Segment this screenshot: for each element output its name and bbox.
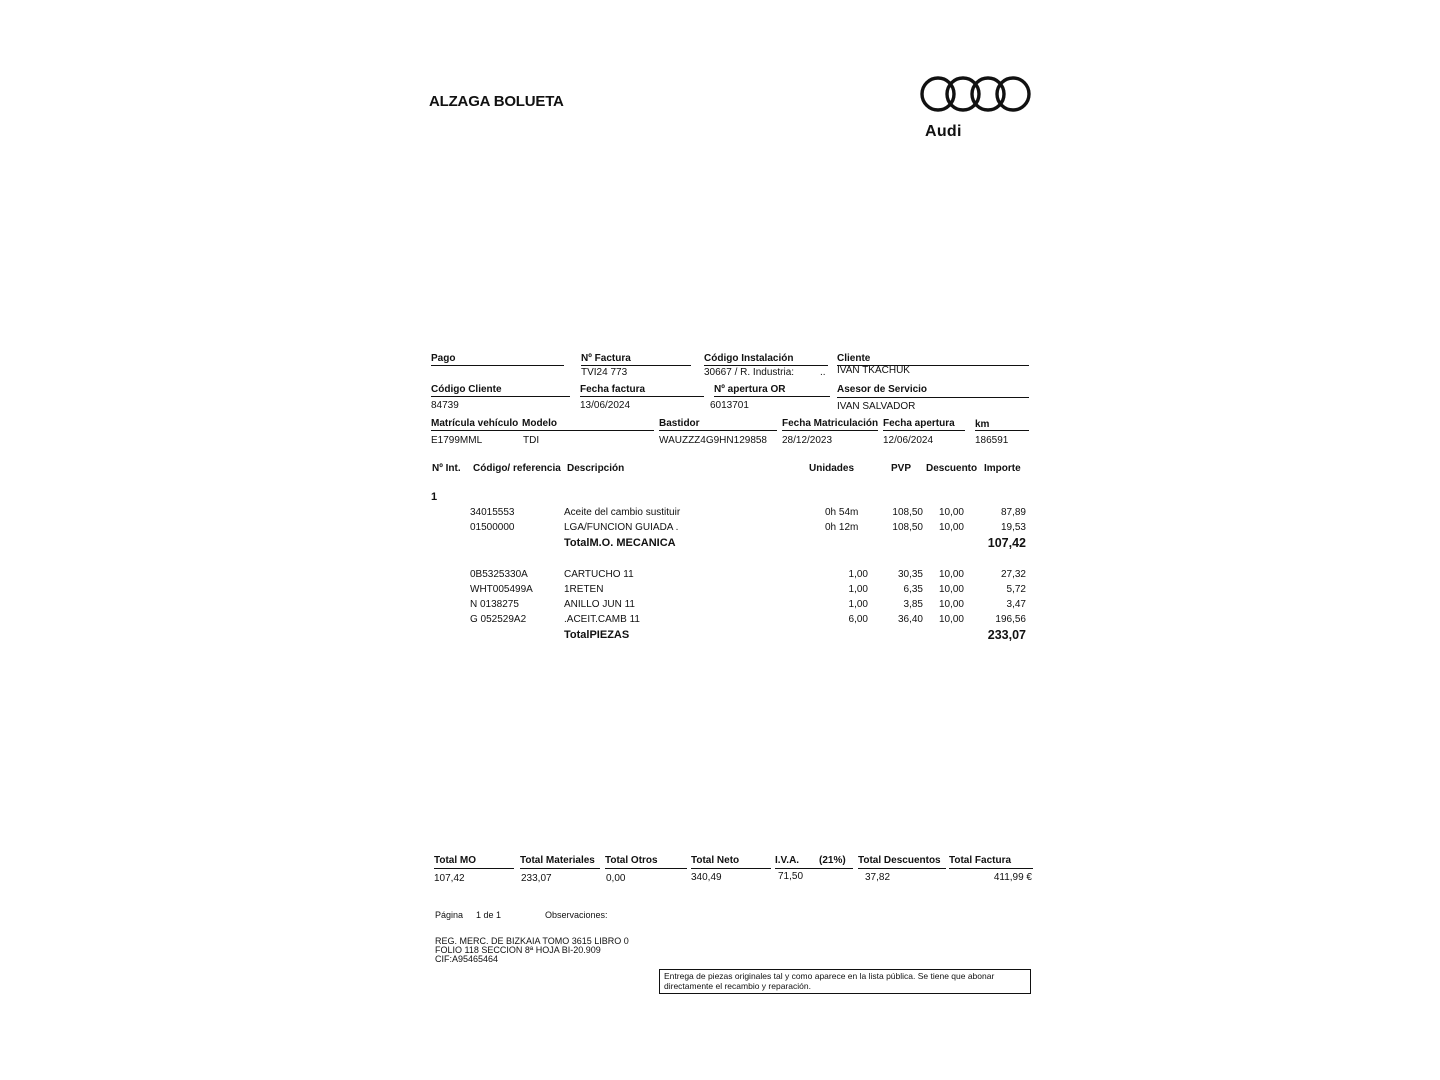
row-pvp: 108,50 <box>892 507 923 518</box>
total-factura-label: Total Factura <box>949 855 1012 866</box>
cliente-value: IVAN TKACHUK <box>837 365 910 376</box>
row-amount: 3,47 <box>1006 599 1026 610</box>
fecha-factura-label: Fecha factura <box>580 384 646 395</box>
notice-box: Entrega de piezas originales tal y como aparece en la lista pública. Se tiene que abonar directamente el recambio y reparación. <box>659 969 1031 994</box>
pagina-label: Página <box>435 910 464 920</box>
km-underline <box>975 430 1029 431</box>
row-amount: 19,53 <box>1000 522 1026 533</box>
registry-line-1: REG. MERC. DE BIZKAIA TOMO 3615 LIBRO 0 <box>435 936 629 946</box>
fecha-factura-underline <box>580 396 704 397</box>
iva-rate: (21%) <box>819 855 846 866</box>
col-unidades: Unidades <box>809 463 855 474</box>
labor-total-label: TotalM.O. MECANICA <box>564 537 676 549</box>
total-descuentos-value: 37,82 <box>865 872 891 883</box>
total-factura-value: 411,99 € <box>993 872 1032 883</box>
row-ref: WHT005499A <box>470 584 533 595</box>
row-ref: 01500000 <box>470 522 515 533</box>
row-desc: CARTUCHO 11 <box>564 569 634 580</box>
total-otros-underline <box>605 868 687 869</box>
total-descuentos-label: Total Descuentos <box>858 855 941 866</box>
row-pvp: 108,50 <box>892 522 923 533</box>
row-amount: 27,32 <box>1000 569 1026 580</box>
codigo-cliente-value: 84739 <box>431 400 459 411</box>
iva-underline <box>775 868 853 869</box>
fecha-apertura-label: Fecha apertura <box>883 418 955 429</box>
instalacion-extra: .. <box>820 367 826 378</box>
total-neto-value: 340,49 <box>691 872 722 883</box>
company-name: ALZAGA BOLUETA <box>429 93 564 110</box>
apertura-or-underline <box>714 396 830 397</box>
col-importe: Importe <box>984 463 1021 474</box>
fecha-factura-value: 13/06/2024 <box>580 400 631 411</box>
row-amount: 5,72 <box>1006 584 1026 595</box>
row-discount: 10,00 <box>938 584 964 595</box>
registry-line-3: CIF:A95465464 <box>435 954 499 964</box>
row-ref: G 052529A2 <box>470 614 527 625</box>
row-discount: 10,00 <box>938 614 964 625</box>
fecha-matric-underline <box>782 430 878 431</box>
row-amount: 196,56 <box>995 614 1026 625</box>
parts-total-label: TotalPIEZAS <box>564 629 630 641</box>
total-mo-value: 107,42 <box>434 873 465 884</box>
parts-total-value: 233,07 <box>987 628 1026 642</box>
instalacion-value: 30667 / R. Industria: <box>704 367 795 378</box>
matricula-modelo-underline <box>431 430 654 431</box>
codigo-cliente-underline <box>431 396 570 397</box>
iva-value: 71,50 <box>778 871 804 882</box>
brand-name: Audi <box>925 123 962 140</box>
asesor-label: Asesor de Servicio <box>837 384 928 395</box>
apertura-or-value: 6013701 <box>710 400 749 411</box>
pago-underline <box>431 365 564 366</box>
modelo-label: Modelo <box>522 418 557 429</box>
fecha-matric-value: 28/12/2023 <box>782 435 833 446</box>
col-descuento: Descuento <box>926 463 978 474</box>
registry-line-2: FOLIO 118 SECCION 8ª HOJA BI-20.909 <box>435 945 601 955</box>
total-otros-value: 0,00 <box>606 873 626 884</box>
row-discount: 10,00 <box>938 569 964 580</box>
total-otros-label: Total Otros <box>605 855 658 866</box>
fecha-apertura-value: 12/06/2024 <box>883 435 934 446</box>
instalacion-underline <box>704 365 828 366</box>
total-materiales-value: 233,07 <box>521 873 552 884</box>
matricula-value: E1799MML <box>431 435 483 446</box>
matricula-label: Matrícula vehículo <box>431 418 519 429</box>
labor-total-value: 107,42 <box>987 536 1026 550</box>
total-neto-underline <box>691 868 771 869</box>
row-pvp: 30,35 <box>897 569 923 580</box>
row-units: 1,00 <box>848 599 868 610</box>
codigo-cliente-label: Código Cliente <box>431 384 502 395</box>
row-desc: LGA/FUNCION GUIADA . <box>564 522 679 533</box>
row-ref: N 0138275 <box>470 599 519 610</box>
row-units: 1,00 <box>848 584 868 595</box>
row-units: 6,00 <box>848 614 868 625</box>
asesor-value: IVAN SALVADOR <box>837 401 916 412</box>
row-pvp: 6,35 <box>903 584 923 595</box>
row-units: 0h 12m <box>825 522 859 533</box>
bastidor-underline <box>659 430 777 431</box>
col-desc: Descripción <box>567 463 625 474</box>
total-neto-label: Total Neto <box>691 855 740 866</box>
col-pvp: PVP <box>891 463 912 474</box>
fecha-matric-label: Fecha Matriculación <box>782 418 879 429</box>
instalacion-label: Código Instalación <box>704 353 794 364</box>
iva-label: I.V.A. <box>775 855 800 866</box>
group-number: 1 <box>431 491 438 503</box>
modelo-value: TDI <box>523 435 540 446</box>
factura-value: TVI24 773 <box>581 367 628 378</box>
row-desc: 1RETEN <box>564 584 604 595</box>
asesor-underline <box>837 397 1029 398</box>
apertura-or-label: Nº apertura OR <box>714 384 786 395</box>
total-mo-label: Total MO <box>434 855 477 866</box>
row-discount: 10,00 <box>938 507 964 518</box>
total-descuentos-underline <box>858 868 946 869</box>
total-materiales-underline <box>520 868 600 869</box>
audi-rings-icon <box>918 72 1032 116</box>
factura-underline <box>581 365 691 366</box>
row-discount: 10,00 <box>938 522 964 533</box>
cliente-label: Cliente <box>837 353 871 364</box>
observaciones-label: Observaciones: <box>545 910 608 920</box>
bastidor-label: Bastidor <box>659 418 700 429</box>
total-factura-underline <box>949 868 1033 869</box>
row-ref: 0B5325330A <box>470 569 528 580</box>
row-units: 0h 54m <box>825 507 859 518</box>
km-value: 186591 <box>975 435 1009 446</box>
row-pvp: 3,85 <box>903 599 923 610</box>
row-discount: 10,00 <box>938 599 964 610</box>
row-ref: 34015553 <box>470 507 515 518</box>
factura-label: Nº Factura <box>581 353 631 364</box>
total-mo-underline <box>434 868 514 869</box>
fecha-apertura-underline <box>883 430 965 431</box>
bastidor-value: WAUZZZ4G9HN129858 <box>659 435 767 446</box>
pagina-value: 1 de 1 <box>476 910 502 920</box>
row-desc: .ACEIT.CAMB 11 <box>564 614 640 625</box>
col-ref: Código/ referencia <box>473 463 561 474</box>
row-desc: ANILLO JUN 11 <box>564 599 635 610</box>
km-label: km <box>975 419 990 430</box>
col-nint: Nº Int. <box>432 463 461 474</box>
row-units: 1,00 <box>848 569 868 580</box>
pago-label: Pago <box>431 353 456 364</box>
row-amount: 87,89 <box>1000 507 1026 518</box>
row-desc: Aceite del cambio sustituir <box>564 507 681 518</box>
total-materiales-label: Total Materiales <box>520 855 595 866</box>
row-pvp: 36,40 <box>897 614 923 625</box>
